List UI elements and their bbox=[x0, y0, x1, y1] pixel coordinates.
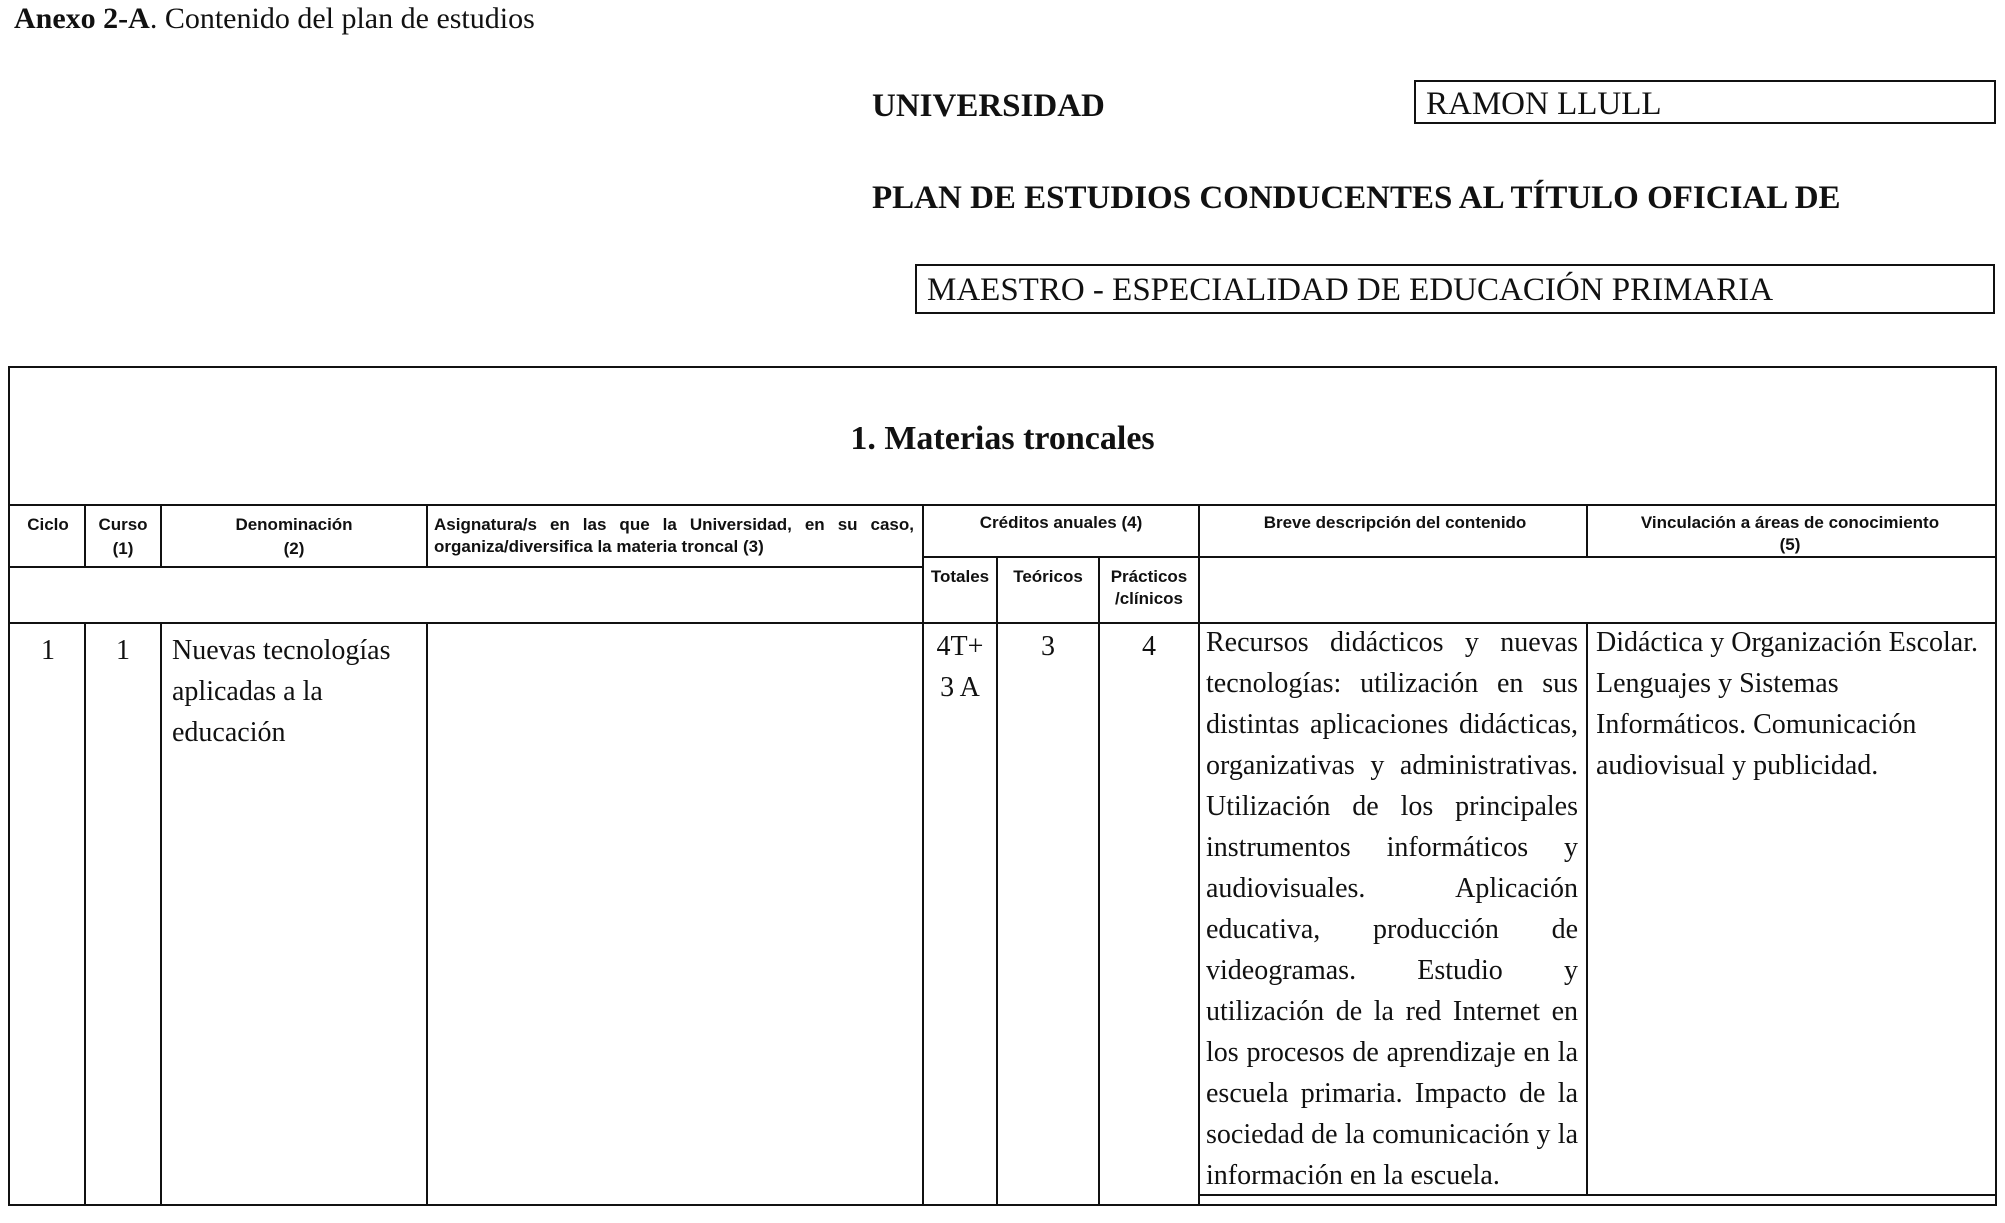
row-descripcion: Recursos didácticos y nuevas tecnologías: utilización en sus distintas aplicaciones didácticas, organizativas y administrativas. Utilización de los principales instrumentos informáticos y audiovisuales. Aplicación educativa, producción de videogramas. Estudio y utilización de la red Internet en los procesos de aprendizaje en la escuela primaria. Impacto de la sociedad de la comunicación y la información en la escuela. bbox=[1206, 627, 1578, 1191]
header-vinculacion: Vinculación a áreas de conocimiento (5) bbox=[1640, 513, 1940, 554]
header-descripcion: Breve descripción del contenido bbox=[1263, 513, 1527, 532]
annex-heading bbox=[14, 2, 535, 36]
row-teoricos: 3 bbox=[1041, 631, 1055, 662]
header-mid-rule-right bbox=[922, 556, 1997, 558]
section-title: 1. Materias troncales bbox=[850, 420, 1155, 457]
col-rule-asignaturas bbox=[922, 504, 924, 1206]
annex-title: . Contenido del plan de estudios bbox=[149, 2, 535, 35]
curriculum-table bbox=[8, 366, 1997, 1206]
header-practicos: Prácticos bbox=[1110, 567, 1188, 586]
header-denominacion: Denominación bbox=[235, 515, 353, 534]
row-curso: 1 bbox=[116, 635, 130, 666]
row-ciclo: 1 bbox=[41, 635, 55, 666]
header-teoricos: Teóricos bbox=[1013, 567, 1083, 586]
body-rule-denominacion bbox=[426, 622, 428, 1206]
body-rule-ciclo bbox=[84, 622, 86, 1206]
col-rule-denominacion bbox=[426, 504, 428, 566]
header-curso-note: (1) bbox=[112, 539, 134, 558]
header-asignaturas: Asignatura/s en las que la Universidad, en su caso, organiza/diversifica la materia troncal (3) bbox=[434, 515, 914, 556]
row-practicos: 4 bbox=[1142, 631, 1156, 662]
university-label: UNIVERSIDAD bbox=[872, 88, 1105, 124]
plan-title: PLAN DE ESTUDIOS CONDUCENTES AL TÍTULO OFICIAL DE bbox=[872, 180, 1841, 216]
header-top-rule bbox=[10, 504, 1995, 506]
header-creditos: Créditos anuales (4) bbox=[979, 513, 1143, 532]
body-rule-curso bbox=[160, 622, 162, 1206]
header-mid-rule-left bbox=[10, 566, 922, 568]
col-rule-creditos bbox=[1198, 504, 1200, 1206]
col-rule-descripcion bbox=[1586, 504, 1588, 556]
header-curso: Curso bbox=[98, 515, 148, 534]
university-field: RAMON LLULL bbox=[1414, 80, 1996, 124]
row-vinculacion: Didáctica y Organización Escolar. Lenguajes y Sistemas Informáticos. Comunicación audiovisual y publicidad. bbox=[1596, 627, 1978, 781]
header-clinicos: /clínicos bbox=[1114, 589, 1184, 608]
header-denominacion-note: (2) bbox=[283, 539, 305, 558]
header-totales: Totales bbox=[930, 567, 990, 586]
annex-number: Anexo 2-A bbox=[14, 2, 150, 35]
row-totales-2: 3 A bbox=[940, 672, 980, 703]
row-denominacion: Nuevas tecnologías aplicadas a la educación bbox=[172, 635, 391, 748]
body-rule-descripcion bbox=[1586, 622, 1588, 1196]
header-ciclo: Ciclo bbox=[27, 515, 69, 534]
row-totales-1: 4T+ bbox=[936, 631, 984, 662]
degree-field: MAESTRO - ESPECIALIDAD DE EDUCACIÓN PRIMARIA bbox=[915, 264, 1995, 314]
